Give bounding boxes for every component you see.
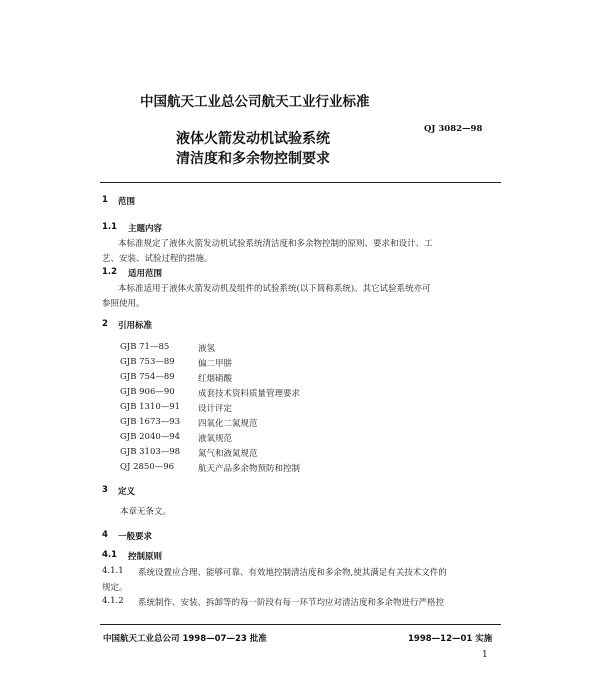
section-1-2-text-line1: 本标准适用于液体火箭发动机及组件的试验系统(以下简称系统)。其它试验系统亦可 [118,284,431,294]
ref-title: 红烟硝酸 [198,374,233,384]
ref-title: 液氧规范 [198,434,233,444]
section-3-title: 定义 [118,487,136,497]
section-1-1-title: 主题内容 [128,224,163,234]
section-4-title: 一般要求 [118,532,153,542]
ref-title: 偏二甲肼 [198,359,233,369]
section-2-number: 2 [102,319,108,329]
section-1-1-text-line2: 艺、安装、试验过程的措施。 [102,254,213,264]
section-1-2-text-line2: 参照使用。 [102,299,145,309]
section-4-number: 4 [102,530,108,540]
ref-code: GJB 753—89 [120,357,175,367]
section-1-2-title: 适用范围 [128,269,163,279]
ref-title: 四氧化二氮规范 [198,419,258,429]
ref-title: 液氢 [198,344,216,354]
section-4-1-2-number: 4.1.2 [102,596,124,606]
ref-code: GJB 1310—91 [120,402,181,412]
section-4-1-1-text-line2: 规定。 [102,583,128,593]
standard-number: QJ 3082—98 [424,124,483,134]
page-number: 1 [482,650,488,660]
footer-rule [100,624,501,625]
section-3-number: 3 [102,485,108,495]
section-4-1-1-number: 4.1.1 [102,566,124,576]
ref-code: QJ 2850—96 [120,462,175,472]
section-1-1-number: 1.1 [102,222,118,232]
ref-title: 成套技术资料质量管理要求 [198,389,301,399]
ref-code: GJB 2040—94 [120,432,181,442]
section-4-1-title: 控制原则 [128,552,163,562]
section-1-2-number: 1.2 [102,267,118,277]
approval-line: 中国航天工业总公司 1998—07—23 批准 [103,634,267,644]
section-4-1-1-text-line1: 系统设置应合理、能够可靠、有效地控制清洁度和多余物,使其满足有关技术文件的 [138,568,447,578]
section-1-title: 范围 [118,197,136,207]
ref-title: 航天产品多余物预防和控制 [198,464,301,474]
ref-code: GJB 906—90 [120,387,175,397]
section-4-1-2-text: 系统制作、安装、拆卸等的每一阶段有每一环节均应对清洁度和多余物进行严格控 [138,598,445,608]
ref-code: GJB 754—89 [120,372,175,382]
doc-title-line2: 清洁度和多余物控制要求 [176,151,330,167]
doc-title-line1: 液体火箭发动机试验系统 [176,131,330,147]
section-1-1-text-line1: 本标准规定了液体火箭发动机试验系统清洁度和多余物控制的原则、要求和设计、工 [118,239,433,249]
section-2-title: 引用标准 [118,321,153,331]
header-rule [100,182,501,183]
section-3-text: 本章无条文。 [120,507,172,517]
ref-code: GJB 3103—98 [120,447,181,457]
section-4-1-number: 4.1 [102,550,118,560]
ref-title: 氮气和液氮规范 [198,449,258,459]
implementation-date: 1998—12—01 实施 [408,634,493,644]
ref-code: GJB 71—85 [120,342,170,352]
ref-title: 设计评定 [198,404,233,414]
ref-code: GJB 1673—93 [120,417,181,427]
org-standard-header: 中国航天工业总公司航天工业行业标准 [140,94,370,110]
section-1-number: 1 [102,195,108,205]
